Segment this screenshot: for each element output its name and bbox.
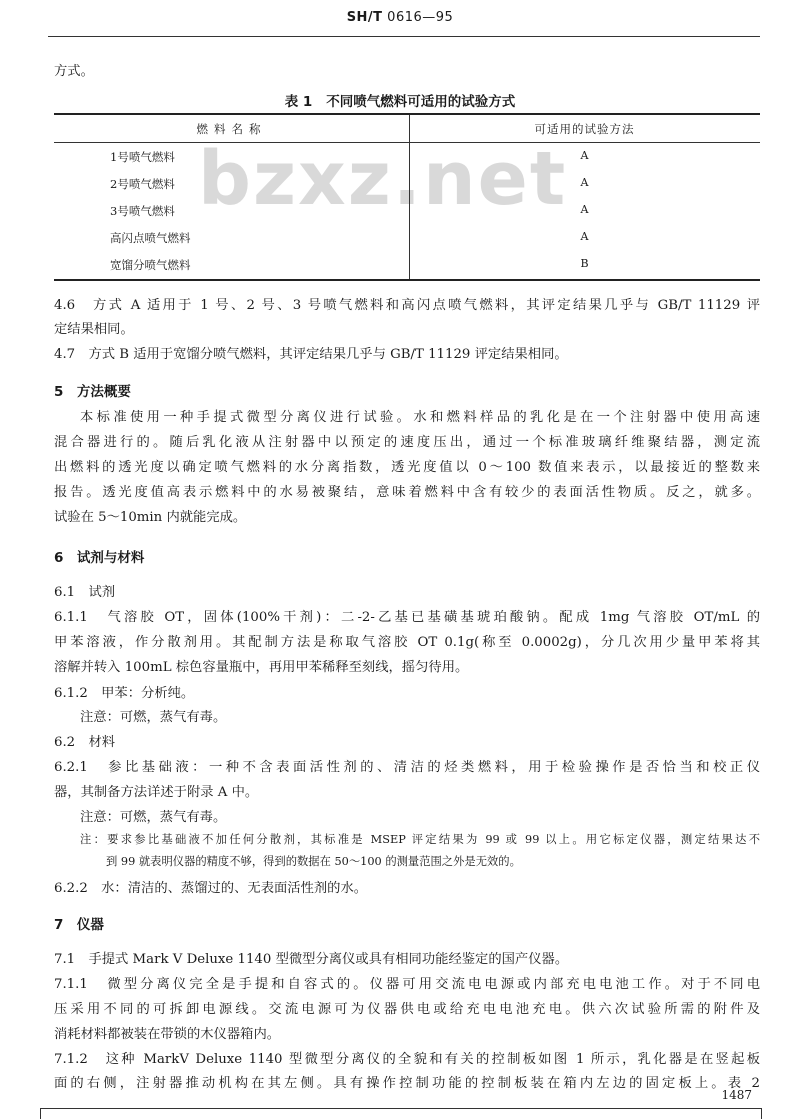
clause-6-2: 6.2 材料 — [54, 735, 116, 750]
column-header-method: 可适用的试验方法 — [534, 122, 635, 136]
table-title: 不同喷气燃料可适用的试验方式 — [326, 94, 516, 110]
footnote-line: 注：要求参比基础液不加任何分散剂，其标准是 MSEP 评定结果为 99 或 99 以上。用它标定仪器，测定结果达不 — [80, 833, 760, 846]
section-6-title: 6 试剂与材料 — [54, 550, 145, 566]
footer-frame — [40, 1108, 762, 1119]
clause-6-2-2: 6.2.2 水：清洁的、蒸馏过的、无表面活性剂的水。 — [54, 881, 368, 896]
table-row — [54, 224, 760, 251]
page-number: 1487 — [721, 1088, 752, 1102]
section-5-line: 出燃料的透光度以确定喷气燃料的水分离指数，透光度值以 0～100 数值来表示，以最接近的整数来 — [54, 460, 760, 475]
section-7-title: 7 仪器 — [54, 917, 104, 933]
table-caption — [0, 90, 800, 110]
section-5-title: 5 方法概要 — [54, 384, 131, 400]
table-row — [54, 170, 760, 197]
table-header-row — [54, 115, 760, 143]
fuel-name-cell: 1号喷气燃料 — [110, 150, 175, 164]
fuel-name-cell: 3号喷气燃料 — [110, 204, 175, 218]
clause-7-1-1-line: 7.1.1 微型分离仪完全是手提和自容式的。仪器可用交流电电源或内部充电电池工作。对于不同电 — [54, 977, 760, 992]
fuel-name-cell: 高闪点喷气燃料 — [110, 231, 191, 245]
caution-note: 注意：可燃，蒸气有毒。 — [80, 810, 227, 825]
header-rule — [48, 36, 760, 37]
method-cell: A — [580, 149, 589, 162]
table-row — [54, 143, 760, 170]
table-row — [54, 251, 760, 278]
clause-7-1-2-line: 面的右侧，注射器推动机构在其左侧。具有操作控制功能的控制板装在箱内左边的固定板上。表 2 — [54, 1076, 760, 1091]
method-cell: A — [580, 203, 589, 216]
standard-code-prefix: SH/T — [346, 10, 383, 25]
clause-7-1-1-line: 压采用不同的可拆卸电源线。交流电源可为仪器供电或给充电电池充电。供六次试验所需的附件及 — [54, 1002, 760, 1017]
body-continuation: 方式。 — [54, 64, 94, 79]
clause-6-1-2: 6.1.2 甲苯：分析纯。 — [54, 686, 195, 701]
clause-6-1: 6.1 试剂 — [54, 585, 116, 600]
method-cell: A — [580, 176, 589, 189]
clause-7-1-2-line: 7.1.2 这种 MarkV Deluxe 1140 型微型分离仪的全貌和有关的控制板如图 1 所示，乳化器是在竖起板 — [54, 1052, 760, 1067]
footnote-line: 到 99 就表明仪器的精度不够，得到的数据在 50～100 的测量范围之外是无效的。 — [106, 855, 521, 868]
clause-6-1-1-line: 6.1.1 气溶胶 OT，固体(100%干剂)：二-2-乙基已基磺基琥珀酸钠。配成 1mg 气溶胶 OT/mL 的 — [54, 610, 760, 625]
table-number: 表 1 — [284, 94, 313, 110]
clause-7-1: 7.1 手提式 Mark V Deluxe 1140 型微型分离仪或具有相同功能经鉴定的国产仪器。 — [54, 952, 569, 967]
table-row — [54, 197, 760, 224]
fuel-name-cell: 宽馏分喷气燃料 — [110, 258, 191, 272]
clause-7-1-1-line: 消耗材料都被装在带锁的木仪器箱内。 — [54, 1027, 281, 1042]
clause-6-2-1-line: 器，其制备方法详述于附录 A 中。 — [54, 785, 259, 800]
caution-note: 注意：可燃，蒸气有毒。 — [80, 710, 227, 725]
method-cell: A — [580, 230, 589, 243]
method-cell: B — [580, 257, 589, 270]
section-5-line: 混合器进行的。随后乳化液从注射器中以预定的速度压出，通过一个标准玻璃纤维聚结器，测定流 — [54, 435, 760, 450]
fuel-name-cell: 2号喷气燃料 — [110, 177, 175, 191]
clause-6-1-1-line: 甲苯溶液，作分散剂用。其配制方法是称取气溶胶 OT 0.1g(称至 0.0002g)，分几次用少量甲苯将其 — [54, 635, 760, 650]
page-header — [0, 10, 800, 25]
section-5-line: 试验在 5～10min 内就能完成。 — [54, 510, 247, 525]
column-header-fuel-name: 燃料名称 — [196, 122, 267, 136]
clause-4-7: 4.7 方式 B 适用于宽馏分喷气燃料，其评定结果几乎与 GB/T 11129 评定结果相同。 — [54, 347, 568, 362]
section-5-line: 本标准使用一种手提式微型分离仪进行试验。水和燃料样品的乳化是在一个注射器中使用高速 — [80, 410, 760, 425]
clause-4-6-line-1: 4.6 方式 A 适用于 1 号、2 号、3 号喷气燃料和高闪点喷气燃料，其评定结果几乎与 GB/T 11129 评 — [54, 298, 760, 313]
watermark: bzxz.net — [198, 136, 568, 222]
section-5-line: 报告。透光度值高表示燃料中的水易被聚结，意味着燃料中含有较少的表面活性物质。反之，就多。 — [54, 485, 760, 500]
fuel-method-table — [54, 113, 760, 281]
clause-4-6-line-2: 定结果相同。 — [54, 322, 134, 337]
clause-6-2-1-line: 6.2.1 参比基础液：一种不含表面活性剂的、清洁的烃类燃料，用于检验操作是否恰当和校正仪 — [54, 760, 760, 775]
standard-code-number: 0616—95 — [382, 10, 454, 25]
clause-6-1-1-line: 溶解并转入 100mL 棕色容量瓶中，再用甲苯稀释至刻线，摇匀待用。 — [54, 660, 469, 675]
